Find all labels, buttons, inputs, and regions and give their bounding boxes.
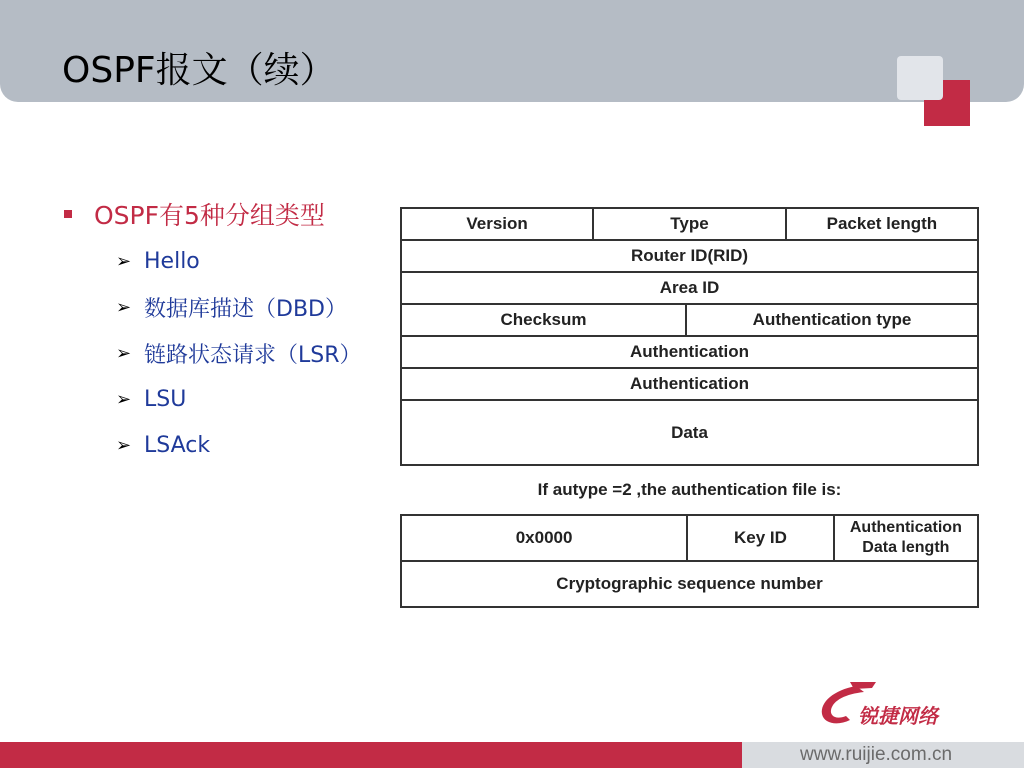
- sub-bullet-text: Hello: [144, 248, 200, 274]
- auth-note: If autype =2 ,the authentication file is:: [537, 480, 842, 499]
- field-data: Data: [401, 400, 978, 465]
- sub-bullet-item: [116, 330, 362, 376]
- sub-bullet-item: [116, 376, 362, 422]
- corner-decoration-gray: [897, 56, 943, 100]
- packet-format-diagram: [400, 207, 979, 608]
- field-authentication: Authentication: [401, 336, 978, 368]
- sub-bullet-item: [116, 238, 362, 284]
- sub-bullet-text: LSU: [144, 386, 187, 412]
- sub-bullet-item: [116, 422, 362, 468]
- slide-title: OSPF报文（续）: [62, 50, 336, 91]
- sub-bullet-item: [116, 284, 362, 330]
- field-area-id: Area ID: [401, 272, 978, 304]
- sub-bullet-text: LSAck: [144, 432, 211, 458]
- footer-url-link[interactable]: www.ruijie.com.cn: [800, 744, 953, 765]
- ospf-header-table: [400, 207, 979, 466]
- field-type: Type: [593, 208, 786, 240]
- auth-format-table: [400, 514, 979, 608]
- bullet-list: [62, 196, 362, 468]
- field-zero: 0x0000: [401, 515, 687, 561]
- arrow-bullet-icon: ➢: [116, 434, 132, 456]
- field-key-id: Key ID: [687, 515, 834, 561]
- field-packet-length: Packet length: [786, 208, 978, 240]
- field-auth-data-length: Authentication Data length: [834, 515, 978, 561]
- field-checksum: Checksum: [401, 304, 686, 336]
- arrow-bullet-icon: ➢: [116, 250, 132, 272]
- arrow-bullet-icon: ➢: [116, 296, 132, 318]
- bullet-main-text: OSPF有5种分组类型: [94, 201, 325, 230]
- sub-bullet-text: 链路状态请求（LSR）: [144, 342, 362, 368]
- arrow-bullet-icon: ➢: [116, 342, 132, 364]
- square-bullet-icon: [64, 210, 72, 218]
- field-authentication: Authentication: [401, 368, 978, 400]
- arrow-bullet-icon: ➢: [116, 388, 132, 410]
- field-crypto-seq: Cryptographic sequence number: [401, 561, 978, 607]
- bullet-main-item: [62, 196, 362, 232]
- sub-bullet-list: [116, 238, 362, 468]
- sub-bullet-text: 数据库描述（DBD）: [144, 296, 347, 322]
- logo-text: 锐捷网络: [858, 704, 938, 728]
- field-router-id: Router ID(RID): [401, 240, 978, 272]
- field-authentication-type: Authentication type: [686, 304, 978, 336]
- field-version: Version: [401, 208, 593, 240]
